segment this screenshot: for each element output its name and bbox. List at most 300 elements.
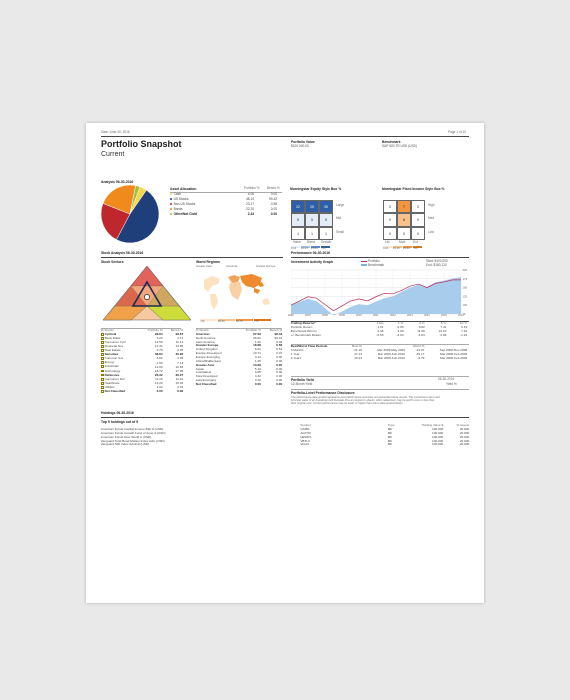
allocation-swatch [170, 208, 172, 210]
table-cell: Consumer Cycl [100, 341, 139, 345]
x-tick-label: 2009 [339, 314, 345, 317]
table-cell: 100,000 [432, 434, 444, 439]
table-cell: Asia Emerging [195, 378, 216, 383]
allocation-swatch [170, 203, 172, 205]
region-legend-label: Americas [226, 264, 238, 268]
table-cell: 67.63 [253, 331, 261, 336]
disclosure-text [291, 396, 469, 405]
graph-x-axis [288, 314, 464, 319]
table-cell: Cyclical [100, 333, 139, 337]
disclosure-line: The performance data quoted represents past performance and does not guarantee future results. The investment return and [291, 396, 440, 399]
table-cell: Mar 2006-Feb 2009 [440, 355, 468, 360]
table-cell: 0.78 [156, 348, 163, 353]
style-box-row-label: Small [336, 229, 344, 234]
table-cell: 66.61 [253, 335, 261, 340]
table-cell: Americas [195, 331, 210, 336]
table-cell: 29.67 [175, 331, 184, 336]
allocation-name: Other/Not Clsfd [173, 212, 198, 217]
style-key-label: 0-10 [383, 247, 389, 250]
table-cell: 3.23 [156, 336, 163, 341]
end-value: End: $180,120 [426, 263, 447, 267]
style-box-cell: 25 [305, 200, 319, 213]
portfolio-value-label: Portfolio Value [291, 140, 315, 144]
table-cell: 20.000 [459, 430, 470, 435]
style-box-cell: 0 [383, 227, 397, 240]
table-cell: 0.95 [397, 324, 404, 329]
disclosure-line: their original cost. Current performance may be lower or higher than return data quoted herein. [291, 402, 404, 406]
column-header: Holding Value $ [421, 423, 444, 428]
performance-heading: Performance 06-30-2016 [291, 251, 331, 255]
sector-icon [101, 374, 104, 377]
sector-icon [101, 370, 104, 373]
table-cell: 100,000 [432, 430, 444, 435]
region-legend-label: Greater Europe [256, 264, 276, 268]
regions-table [195, 329, 283, 387]
table-cell: 20.000 [459, 438, 470, 443]
x-tick-label: 2014 [424, 314, 430, 317]
asset-allocation-list [170, 193, 282, 218]
table-cell: 3.99 [397, 328, 404, 333]
table-cell: -9.79 [417, 355, 425, 360]
table-cell: 99.42 [274, 335, 283, 340]
allocation-bench: 0.00 [270, 207, 277, 211]
table-cell: 11.42 [175, 376, 184, 381]
style-box-cell: 7 [397, 200, 411, 213]
table-cell: Australasia [195, 370, 212, 375]
y-tick-label: 75 [462, 312, 466, 315]
table-cell: 1.02 [156, 384, 163, 389]
style-box-row-label: Large [336, 203, 345, 207]
region-scale-label: 50-75 [236, 320, 243, 323]
table-cell: 1.91 [377, 324, 384, 329]
table-cell: 11.66 [417, 328, 425, 333]
table-cell: Consumer Def [100, 378, 139, 382]
allocation-swatch [170, 198, 172, 200]
table-cell: 5.10 [254, 366, 261, 371]
benchmark-value: S&P 500 TR USD (USD) [382, 144, 417, 148]
sector-icon [101, 345, 104, 348]
asset-allocation-heading: Asset Allocation [170, 187, 197, 191]
best-worst-table [290, 345, 468, 360]
table-cell: Not Classified [100, 390, 139, 394]
x-tick-label: 2015 [441, 314, 447, 317]
table-cell: 40.26 [175, 352, 184, 357]
table-cell: 3.62 [156, 356, 163, 361]
table-cell: American Funds Growth Fund of Amer A (USD) [100, 430, 166, 435]
allocation-portfolio: 22.20 [246, 207, 254, 211]
style-key-label: 0-10 [291, 247, 297, 250]
table-cell: 18.68 [253, 343, 261, 348]
table-cell: 1 Year [290, 351, 300, 356]
table-cell: 0.00 [276, 370, 283, 375]
table-cell: 0.07 [276, 351, 283, 356]
table-cell: 7.13 [177, 360, 184, 365]
table-cell: 4.32 [254, 374, 261, 379]
x-tick-label: 2007 [305, 314, 311, 317]
benchmark-label: Benchmark [382, 140, 401, 144]
column-header: Best % [352, 344, 362, 348]
column-header: % Stocks [195, 328, 209, 332]
table-cell: -39.17 [415, 351, 425, 356]
y-tick-label: 150 [462, 285, 468, 290]
column-header: Symbol [300, 423, 311, 428]
y-tick-label: 200 [462, 269, 468, 272]
column-header: % Assets [456, 423, 470, 428]
table-cell: -4.84 [417, 332, 425, 337]
table-cell: 20.000 [459, 434, 470, 439]
table-cell: 10.71 [253, 351, 261, 356]
legend-benchmark [361, 264, 384, 268]
column-header: Type [387, 423, 395, 428]
table-cell: Europe Emerging [195, 355, 220, 360]
style-box-cell: 35 [319, 200, 333, 213]
table-cell: 0.00 [276, 378, 283, 383]
equity-style-heading: Morningstar Equity Style Box % [290, 187, 342, 191]
report-page [86, 123, 484, 603]
table-cell: 11.14 [175, 340, 184, 345]
style-box-cell: 5 [319, 213, 333, 226]
sector-icon [101, 386, 104, 389]
column-header: Bench % [170, 328, 184, 332]
table-cell: 12.33 [154, 344, 163, 349]
table-cell: Technology [100, 370, 139, 374]
table-cell: 13.69 [253, 362, 261, 367]
table-cell: 0.58 [276, 343, 283, 348]
table-cell: VBTLX [300, 438, 311, 443]
table-cell: Utilities [100, 386, 139, 390]
table-cell: 14.20 [154, 380, 163, 385]
table-cell: 0.85 [254, 370, 261, 375]
sector-icon [101, 357, 104, 360]
style-box-col-label: Ext [413, 240, 418, 244]
table-row [100, 390, 184, 394]
table-cell: American Funds New World A (USD) [100, 434, 152, 439]
y-tick-label: 125 [462, 294, 468, 299]
table-cell: 12.10 [438, 328, 447, 333]
table-row [290, 357, 468, 361]
table-cell: 3 Years [290, 355, 302, 360]
table-cell: 1.25 [254, 358, 261, 363]
graph-title: Investment Activity Graph [291, 260, 333, 264]
table-cell: 0.00 [276, 355, 283, 360]
column-header: % Stocks [100, 328, 114, 332]
table-cell: 4.50 [156, 360, 163, 365]
style-box-cell: 0 [383, 213, 397, 226]
table-cell: American Funds Capital Income Bldr A (USD) [100, 427, 164, 431]
table-cell: 10.83 [175, 364, 184, 369]
style-box-cell: 1 [319, 227, 333, 240]
style-box-col-label: Ltd [385, 240, 390, 244]
table-cell: 0.00 [156, 389, 163, 394]
table-cell: Healthcare [100, 382, 139, 386]
table-cell: Basic Matls [100, 337, 139, 341]
table-cell: Commun Svs [100, 357, 139, 361]
yield-title: Portfolio Yield [291, 378, 314, 382]
allocation-swatch [170, 213, 172, 215]
style-box-row-label: Med [428, 216, 435, 221]
table-cell: Mar 2009-Feb 2010 [377, 351, 405, 356]
sector-icon [101, 361, 104, 364]
page-subtitle: Current [101, 151, 125, 158]
style-box-cell: 0 [411, 227, 425, 240]
column-header: 3 Mo [376, 321, 384, 325]
table-cell: 0.51 [276, 347, 283, 352]
table-cell: Portfolio Return [290, 324, 313, 329]
style-box-cell: 8 [397, 213, 411, 226]
table-cell: 28.84 [154, 331, 163, 336]
region-legend-label: Greater Asia [196, 264, 212, 268]
table-cell: MF [387, 442, 393, 447]
asset-allocation-pie [99, 183, 161, 245]
disclosure-title: Portfolio-Level Performance Disclosure [291, 391, 355, 395]
style-key-label: 25-50 [403, 247, 410, 250]
style-box-row-label: Low [428, 229, 434, 234]
table-cell: 21.15 [354, 347, 362, 352]
table-cell: Sep 2008-Nov 2008 [439, 347, 468, 352]
table-cell: Mar 2009-Feb 2012 [377, 355, 405, 360]
yield-value: Yield % [446, 382, 457, 386]
aa-col-bench: Bench % [267, 186, 280, 190]
report-date: Date: June 30, 2016 [101, 130, 130, 134]
fixed-style-box [383, 200, 425, 240]
style-box-col-label: Mod [399, 240, 406, 244]
table-cell: 7.41 [440, 324, 447, 329]
x-tick-label: 2006 [288, 314, 294, 317]
table-cell: Energy [100, 361, 139, 365]
sectors-table [100, 329, 184, 394]
table-cell: 0.11 [255, 355, 261, 360]
style-box-cell: 1 [305, 227, 319, 240]
table-cell: 0.00 [254, 382, 261, 387]
legend-portfolio-label: Portfolio [368, 259, 380, 263]
style-box-col-label: Value [293, 240, 301, 244]
style-key-label: >50 [321, 247, 326, 250]
y-tick-label: 175 [462, 276, 468, 281]
page-title: Portfolio Snapshot [101, 139, 182, 149]
column-header: Bench % [269, 328, 283, 332]
stock-sectors-heading: Stock Sectors [101, 260, 124, 264]
table-cell: 7.42 [461, 328, 468, 333]
table-cell: MF [387, 434, 393, 439]
table-cell: 15.32 [175, 380, 184, 385]
table-cell: 0.00 [276, 382, 283, 387]
table-cell: 0.00 [276, 358, 283, 363]
table-cell: 0.00 [276, 366, 283, 371]
table-cell: 4.35 [177, 356, 184, 361]
allocation-portfolio: 48.14 [246, 197, 254, 201]
start-value: Start: $100,000 [426, 259, 448, 263]
allocation-bench: 0.00 [270, 212, 277, 216]
allocation-name: Cash [173, 192, 182, 197]
stock-sectors-triangle [101, 264, 193, 322]
legend-portfolio-line [361, 261, 367, 262]
table-cell: 0.00 [276, 339, 283, 344]
column-header: Portfolio % [147, 328, 163, 332]
allocation-bench: 0.00 [270, 192, 277, 196]
table-cell: 2.46 [377, 328, 384, 333]
table-cell: 11.10 [155, 376, 163, 381]
holdings-table [100, 419, 470, 447]
table-cell: 26.32 [154, 372, 163, 377]
sector-icon [101, 333, 104, 336]
table-cell: 0.00 [276, 362, 283, 367]
x-tick-label: 2012 [390, 314, 396, 317]
table-cell: 20.000 [459, 442, 470, 447]
world-map [196, 270, 282, 316]
trailing-returns-table [290, 322, 468, 337]
table-cell: MF [387, 427, 393, 431]
style-box-row-label: High [428, 203, 435, 207]
table-cell: Africa/Middle East [195, 358, 221, 363]
table-cell: 3.33 [177, 384, 184, 389]
table-cell: 6.82 [418, 324, 425, 329]
style-box-col-label: Growth [321, 240, 332, 244]
x-tick-label: 2011 [373, 314, 379, 317]
style-key-label: 25-50 [311, 247, 318, 250]
table-cell: 0.00 [177, 389, 184, 394]
yield-date: 06-30-2016 [438, 377, 455, 381]
table-cell: Industrials [100, 365, 139, 369]
column-header: Trailing Returns* [290, 321, 316, 325]
table-cell: 6.19 [461, 324, 468, 329]
table-cell: NEWFX [300, 434, 312, 439]
sector-icon [101, 378, 104, 381]
style-box-cell: 5 [291, 213, 305, 226]
stock-analysis-heading: Stock Analysis 06-30-2016 [101, 251, 144, 255]
region-scale-label: 25-50 [218, 320, 225, 323]
style-box-cell: 0 [397, 227, 411, 240]
table-cell: -24.97 [415, 347, 425, 352]
table-cell: 14.85 [175, 344, 184, 349]
table-cell: MF [387, 430, 393, 435]
analysis-heading: Analysis 06-30-2016 [101, 180, 134, 184]
page-number: Page 1 of 10 [448, 130, 467, 134]
column-header: 1 Yr [397, 321, 404, 325]
sector-icon [101, 337, 104, 340]
table-cell: 47.13 [354, 351, 362, 356]
table-cell: 12.50 [154, 340, 163, 345]
table-cell: 30.07 [175, 372, 184, 377]
allocation-swatch [170, 193, 172, 195]
investment-graph [291, 269, 471, 315]
table-row [100, 443, 470, 447]
x-tick-label: 2016 [458, 314, 464, 317]
allocation-portfolio: 4.06 [247, 192, 254, 196]
sector-icon [101, 341, 104, 344]
table-cell: 20.000 [459, 427, 470, 431]
stock-analysis-rule [101, 257, 283, 258]
sector-icon [101, 353, 104, 356]
table-cell: Mar 2009-May 2009 [377, 347, 405, 352]
table-cell: 2.95 [177, 348, 184, 353]
table-cell: 2.73 [177, 336, 184, 341]
table-cell: Not Classified [195, 382, 217, 387]
table-cell: Defensive [100, 374, 139, 378]
table-cell: 19.14 [354, 355, 362, 360]
style-box-cell: 0 [411, 200, 425, 213]
style-box-row-label: Mid [336, 216, 342, 221]
allocation-portfolio: 23.17 [246, 202, 254, 206]
header-rule [101, 136, 469, 137]
table-cell: -0.55 [376, 332, 384, 337]
table-cell: Vanguard Total Bond Market Index Adm (USD) [100, 438, 165, 443]
table-cell: Financial Svs [100, 345, 139, 349]
table-cell: Benchmark Return [290, 328, 317, 333]
style-key-label: 10-25 [301, 247, 308, 250]
table-cell: Europe Developed [195, 351, 222, 356]
table-cell: 3.42 [254, 378, 261, 383]
y-tick-label: 100 [462, 303, 468, 308]
table-cell: 99.42 [274, 331, 283, 336]
table-cell: 38.84 [154, 352, 163, 357]
aa-col-portfolio: Portfolio % [244, 186, 260, 190]
table-cell: -3.04 [396, 332, 404, 337]
yield-label: 12-Month Yield [291, 382, 313, 386]
sector-icon [101, 349, 104, 352]
table-cell: Japan [195, 366, 205, 371]
holdings-sub: Top 5 holdings out of 5 [101, 420, 139, 424]
style-key-label: >50 [413, 247, 418, 250]
column-header: Portfolio % [245, 328, 261, 332]
region-scale-label: <25 [200, 320, 205, 323]
style-box-cell: 1 [291, 227, 305, 240]
table-cell: 6.61 [254, 347, 261, 352]
sector-icon [101, 390, 104, 393]
table-cell: 3 Months [290, 347, 304, 352]
column-header: 5 Yr [440, 321, 447, 325]
table-cell: 100,000 [432, 438, 444, 443]
table-cell: Mar 2008-Feb 2009 [440, 351, 468, 356]
table-cell: VFIAX [300, 442, 310, 447]
allocation-name: US Stocks [173, 197, 189, 202]
style-box-cell: 22 [291, 200, 305, 213]
table-cell: CAIBX [300, 427, 310, 431]
column-header: Best/Worst Time Periods [290, 344, 328, 348]
legend-benchmark-swatch [361, 264, 367, 266]
allocation-name: Bonds [173, 207, 183, 212]
allocation-bench: 0.58 [270, 202, 277, 206]
table-cell: 17.95 [175, 368, 184, 373]
legend-benchmark-label: Benchmark [368, 263, 385, 267]
allocation-bench: 99.42 [269, 197, 277, 201]
style-box-col-label: Blend [307, 240, 316, 244]
table-cell: 18.72 [154, 368, 163, 373]
disclosure-line: principal value of an investment will fluctuate thus an investor's shares, when redeemed, may be worth more or less than [291, 399, 435, 403]
style-box-cell: 5 [305, 213, 319, 226]
table-row [290, 334, 468, 338]
table-row [195, 383, 283, 387]
equity-style-box [291, 200, 333, 240]
asset-allocation-row [170, 213, 282, 218]
table-cell: 100,000 [432, 427, 444, 431]
world-regions-heading: World Regions [196, 260, 220, 264]
holdings-heading: Holdings 06-30-2016 [101, 411, 134, 415]
column-header: 3 Yr [419, 321, 425, 325]
allocation-name: Non-US Stocks [173, 202, 196, 207]
table-cell: AGTHX [300, 430, 311, 435]
table-cell: Real Estate [100, 349, 139, 353]
style-box-cell: 0 [383, 200, 397, 213]
sector-icon [101, 365, 104, 368]
table-cell: 0.00 [276, 374, 283, 379]
allocation-portfolio: 2.43 [247, 212, 254, 216]
style-key-label: 10-25 [393, 247, 400, 250]
table-cell: Vanguard 500 Index Admiral (USD) [100, 442, 150, 447]
table-cell: MF [387, 438, 393, 443]
column-header: Worst % [412, 344, 425, 348]
table-cell: United Kingdom [195, 347, 218, 352]
table-cell: Greater Europe [195, 343, 219, 348]
